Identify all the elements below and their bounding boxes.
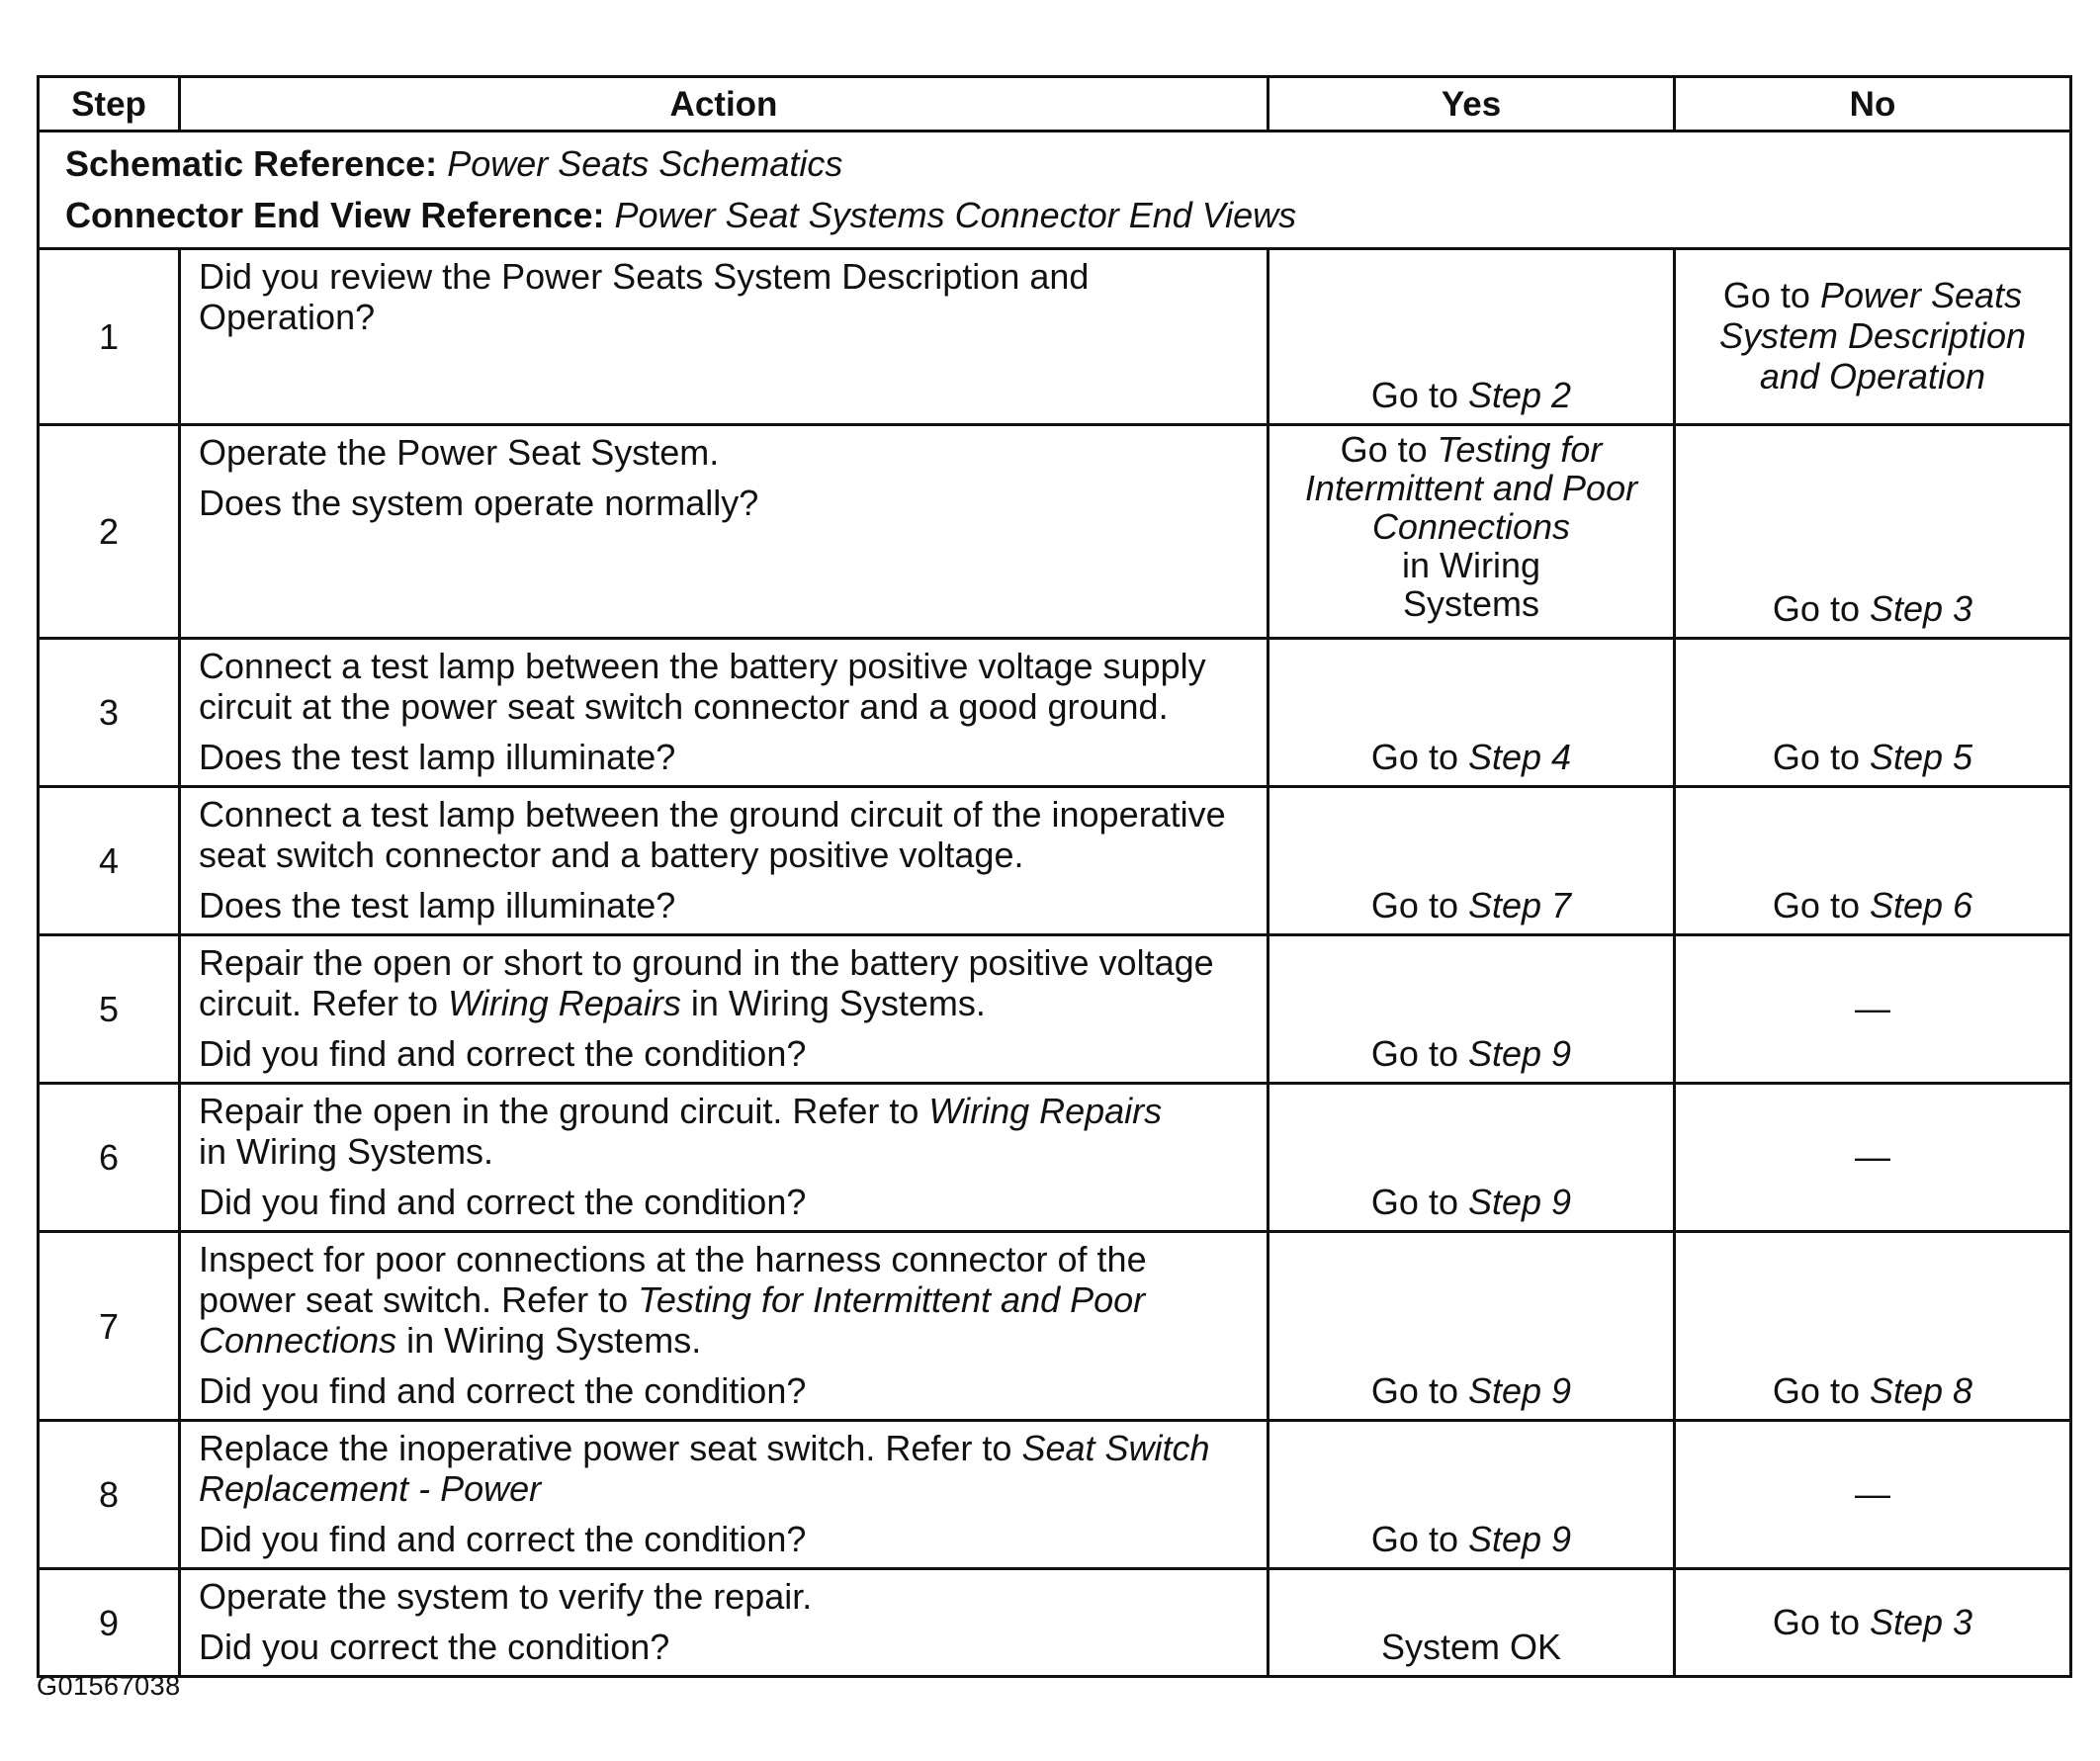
yes-prefix: Go to	[1340, 429, 1438, 470]
yes-reference-link[interactable]: Intermittent and Poor	[1304, 468, 1638, 508]
step-number: 6	[39, 1084, 180, 1232]
action-cell	[180, 425, 1269, 639]
yes-step-link[interactable]: Step 4	[1467, 737, 1572, 777]
no-prefix: Go to	[1772, 1370, 1870, 1411]
no-reference-link[interactable]: and Operation	[1759, 356, 1986, 396]
action-text	[199, 983, 1249, 1023]
table-row	[39, 1421, 2071, 1569]
no-step-link[interactable]: Step 3	[1869, 1601, 1973, 1642]
action-text: seat switch connector and a battery positive voltage.	[199, 835, 1024, 875]
yes-step-link[interactable]: Step 9	[1467, 1033, 1572, 1074]
no-cell	[1675, 935, 2071, 1084]
yes-step-link[interactable]: Step 9	[1467, 1519, 1572, 1559]
table-row	[39, 787, 2071, 935]
no-step-link[interactable]: Step 5	[1869, 737, 1973, 777]
schematic-reference	[65, 138, 2044, 190]
table-row	[39, 1232, 2071, 1421]
yes-prefix: Go to	[1370, 1370, 1468, 1411]
wiring-repairs-link[interactable]: Wiring Repairs	[928, 1091, 1163, 1131]
no-dash: —	[1855, 1136, 1890, 1177]
connector-reference-link[interactable]: Power Seat Systems Connector End Views	[614, 195, 1297, 235]
no-cell	[1675, 425, 2071, 639]
action-cell	[180, 935, 1269, 1084]
question-text: Does the test lamp illuminate?	[199, 885, 676, 925]
schematic-reference-label: Schematic Reference:	[65, 143, 438, 184]
action-text	[199, 1091, 1249, 1131]
yes-cell	[1269, 1232, 1675, 1421]
action-text: circuit at the power seat switch connector and a good ground.	[199, 686, 1169, 727]
diagnostic-table	[37, 75, 2072, 1678]
action-cell	[180, 787, 1269, 935]
step-number: 3	[39, 639, 180, 787]
no-cell	[1675, 639, 2071, 787]
action-text: Connect a test lamp between the battery positive voltage supply	[199, 646, 1206, 686]
yes-cell	[1269, 639, 1675, 787]
yes-reference-link[interactable]: Connections	[1371, 506, 1571, 547]
table-row	[39, 1084, 2071, 1232]
no-cell	[1675, 1232, 2071, 1421]
yes-step-link[interactable]: Step 2	[1467, 375, 1572, 415]
no-prefix: Go to	[1722, 275, 1820, 315]
no-cell	[1675, 787, 2071, 935]
action-text: Operation?	[199, 297, 376, 337]
yes-prefix: Go to	[1370, 1182, 1468, 1222]
no-reference-link[interactable]: System Description	[1718, 315, 2027, 356]
question-text: Did you find and correct the condition?	[199, 1182, 807, 1222]
header-yes: Yes	[1269, 77, 1675, 132]
action-text	[199, 1279, 1249, 1320]
action-text-part: in Wiring Systems.	[396, 1320, 702, 1361]
step-number: 8	[39, 1421, 180, 1569]
yes-cell	[1269, 249, 1675, 425]
step-number: 9	[39, 1569, 180, 1677]
action-cell	[180, 1084, 1269, 1232]
no-prefix: Go to	[1772, 588, 1870, 629]
action-text: Operate the Power Seat System.	[199, 432, 720, 473]
action-cell	[180, 639, 1269, 787]
step-number: 2	[39, 425, 180, 639]
no-cell	[1675, 1421, 2071, 1569]
testing-intermittent-link[interactable]: Testing for Intermittent and Poor	[638, 1279, 1146, 1320]
yes-cell	[1269, 1421, 1675, 1569]
yes-prefix: Go to	[1370, 375, 1468, 415]
yes-reference-link[interactable]: Testing for	[1437, 429, 1603, 470]
yes-step-link[interactable]: Step 9	[1467, 1370, 1572, 1411]
action-text-part: Replace the inoperative power seat switch. Refer to	[199, 1428, 1022, 1468]
action-cell	[180, 1569, 1269, 1677]
yes-step-link[interactable]: Step 9	[1467, 1182, 1572, 1222]
yes-prefix: Go to	[1370, 737, 1468, 777]
action-text	[199, 1428, 1249, 1468]
no-step-link[interactable]: Step 6	[1869, 885, 1973, 925]
table-row	[39, 249, 2071, 425]
table-row	[39, 425, 2071, 639]
question-text: Does the system operate normally?	[199, 483, 759, 523]
step-number: 1	[39, 249, 180, 425]
yes-cell	[1269, 425, 1675, 639]
question-text: Did you correct the condition?	[199, 1627, 670, 1667]
yes-suffix: in Wiring	[1401, 545, 1541, 585]
question-text: Did you find and correct the condition?	[199, 1370, 807, 1411]
step-number: 7	[39, 1232, 180, 1421]
step-number: 5	[39, 935, 180, 1084]
action-text	[199, 1320, 1249, 1361]
connector-reference	[65, 190, 2044, 241]
action-text-part: circuit. Refer to	[199, 983, 449, 1023]
no-prefix: Go to	[1772, 1601, 1870, 1642]
yes-text: System OK	[1380, 1627, 1562, 1667]
action-text: Inspect for poor connections at the harness connector of the	[199, 1239, 1147, 1279]
action-text-part: Repair the open in the ground circuit. Refer to	[199, 1091, 929, 1131]
question-text: Does the test lamp illuminate?	[199, 737, 676, 777]
action-text-part: in Wiring Systems.	[680, 983, 986, 1023]
action-text: in Wiring Systems.	[199, 1131, 494, 1172]
yes-cell	[1269, 935, 1675, 1084]
yes-cell	[1269, 1084, 1675, 1232]
header-step: Step	[39, 77, 180, 132]
question-text: Did you find and correct the condition?	[199, 1033, 807, 1074]
no-prefix: Go to	[1772, 737, 1870, 777]
yes-cell	[1269, 1569, 1675, 1677]
action-text: Connect a test lamp between the ground circuit of the inoperative	[199, 794, 1226, 835]
yes-prefix: Go to	[1370, 1519, 1468, 1559]
no-dash: —	[1855, 1473, 1890, 1514]
reference-row	[39, 132, 2071, 249]
action-text: Repair the open or short to ground in the battery positive voltage	[199, 942, 1214, 983]
action-text: Operate the system to verify the repair.	[199, 1576, 813, 1617]
header-action: Action	[180, 77, 1269, 132]
figure-id: G01567038	[37, 1671, 181, 1701]
question-text: Did you find and correct the condition?	[199, 1519, 807, 1559]
table-row	[39, 935, 2071, 1084]
no-step-link[interactable]: Step 3	[1869, 588, 1973, 629]
schematic-reference-link[interactable]: Power Seats Schematics	[447, 143, 843, 184]
yes-cell	[1269, 787, 1675, 935]
no-cell	[1675, 1084, 2071, 1232]
yes-prefix: Go to	[1370, 1033, 1468, 1074]
header-row	[39, 77, 2071, 132]
reference-cell	[39, 132, 2071, 249]
table-row	[39, 639, 2071, 787]
yes-step-link[interactable]: Step 7	[1467, 885, 1572, 925]
no-cell	[1675, 1569, 2071, 1677]
action-cell	[180, 1421, 1269, 1569]
no-prefix: Go to	[1772, 885, 1870, 925]
no-cell	[1675, 249, 2071, 425]
testing-intermittent-link[interactable]: Connections	[199, 1320, 397, 1361]
action-cell	[180, 249, 1269, 425]
seat-switch-replacement-link[interactable]: Replacement - Power	[199, 1468, 542, 1509]
action-cell	[180, 1232, 1269, 1421]
no-reference-link[interactable]: Power Seats	[1819, 275, 2023, 315]
table-row	[39, 1569, 2071, 1677]
action-text: Did you review the Power Seats System Description and	[199, 256, 1090, 297]
no-dash: —	[1855, 988, 1890, 1028]
yes-prefix: Go to	[1370, 885, 1468, 925]
connector-reference-label: Connector End View Reference:	[65, 195, 605, 235]
step-number: 4	[39, 787, 180, 935]
yes-suffix: Systems	[1402, 583, 1540, 624]
seat-switch-replacement-link[interactable]: Seat Switch	[1021, 1428, 1210, 1468]
wiring-repairs-link[interactable]: Wiring Repairs	[448, 983, 681, 1023]
no-step-link[interactable]: Step 8	[1869, 1370, 1973, 1411]
action-text-part: power seat switch. Refer to	[199, 1279, 639, 1320]
header-no: No	[1675, 77, 2071, 132]
